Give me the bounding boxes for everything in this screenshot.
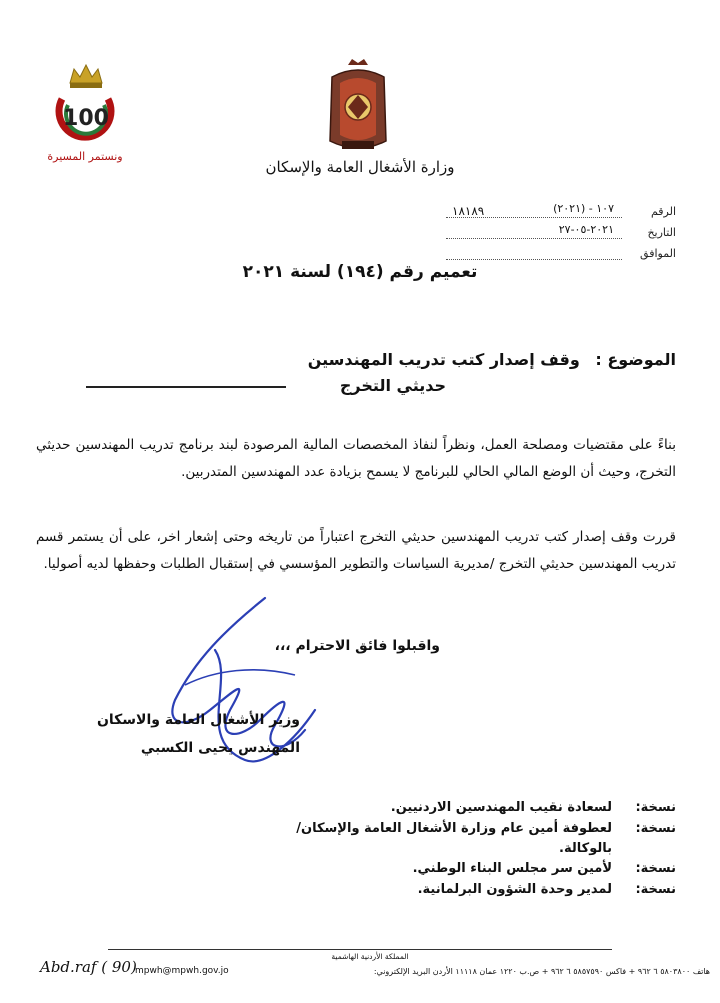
copy-label: نسخة: — [635, 882, 676, 897]
document-number: ١٨١٨٩ — [452, 204, 485, 218]
copy-label: نسخة: — [635, 861, 676, 876]
reference-date-value: ٢٠٢١-٠٥-٢٧ — [558, 223, 614, 236]
page-mark: Abd.raf ( 90) — [40, 958, 137, 976]
reference-number-label: الرقم — [650, 205, 676, 218]
reference-date-row — [446, 224, 676, 244]
copy-text: بالوكالة. — [559, 841, 612, 856]
copy-row — [36, 841, 676, 863]
ministry-name: وزارة الأشغال العامة والإسكان — [265, 158, 455, 176]
copy-row — [36, 800, 676, 822]
signatory-title: وزير الأشغال العامة والاسكان — [96, 712, 300, 728]
copy-row — [36, 821, 676, 843]
body-paragraph-1: بناءً على مقتضيات ومصلحة العمل، ونظراً لنفاذ المخصصات المالية المرصودة لبند برنامج تدريب المهندسين حديثي التخرج، وحيث أن الوضع المالي الحالي للبرنامج لا يسمح بزيادة عدد المهندسين المتدربين. — [36, 437, 676, 480]
closing-greeting: واقبلوا فائق الاحترام ،،، — [274, 638, 440, 654]
copy-row — [36, 882, 676, 904]
copy-text: لأمين سر مجلس البناء الوطني. — [412, 861, 612, 876]
body-paragraph-2: قررت وقف إصدار كتب تدريب المهندسين حديثي التخرج اعتباراً من تاريخه وحتى إشعار اخر، على أن يستمر قسم تدريب المهندسين حديثي التخرج /مديرية السياسات والتطوير المؤسسي في إستقبال الطلبات وحفظها لديه أصوليا. — [36, 529, 676, 572]
circular-title: تعميم رقم (١٩٤) لسنة ٢٠٢١ — [242, 262, 478, 282]
copy-label: نسخة: — [635, 800, 676, 815]
copy-label: نسخة: — [635, 821, 676, 836]
crown-icon — [70, 65, 102, 88]
copy-text: لعطوفة أمين عام وزارة الأشغال العامة والإسكان/ — [296, 821, 612, 836]
copy-text: لسعادة نقيب المهندسين الاردنيين. — [390, 800, 612, 815]
subject-line-1 — [156, 350, 676, 369]
footer-kingdom: المملكة الأردنية الهاشمية — [331, 952, 409, 961]
subject-label: الموضوع : — [595, 350, 676, 369]
copy-text: لمدير وحدة الشؤون البرلمانية. — [417, 882, 612, 897]
footer-email: mpwh@mpwh.gov.jo — [135, 966, 229, 976]
reference-corresponding-label: الموافق — [640, 247, 676, 260]
reference-number-value: ١٠٧ - (٢٠٢١) — [553, 202, 614, 215]
centenary-number: 100 — [63, 106, 109, 131]
footer-divider — [108, 949, 612, 950]
centenary-logo — [46, 55, 126, 165]
footer-contact: هاتف ٥٨٠٣٨٠٠ ٦ ٩٦٢ + فاكس ٥٨٥٧٥٩٠ ٦ ٩٦٢ + ص.ب ١٢٢٠ عمان ١١١١٨ الأردن البريد الإلكتروني: — [373, 967, 710, 976]
subject-underline — [86, 386, 286, 388]
dotted-line — [446, 238, 622, 239]
centenary-motto: ونستمر المسيرة — [47, 150, 123, 163]
royal-emblem-icon — [318, 55, 398, 160]
copy-row — [36, 861, 676, 883]
reference-date-label: التاريخ — [647, 226, 676, 239]
signatory-name: المهندس يحيى الكسبي — [140, 740, 300, 756]
subject-text-2: حديثي التخرج — [339, 376, 446, 395]
dotted-line — [446, 259, 622, 260]
subject-text-1: وقف إصدار كتب تدريب المهندسين — [307, 350, 580, 369]
